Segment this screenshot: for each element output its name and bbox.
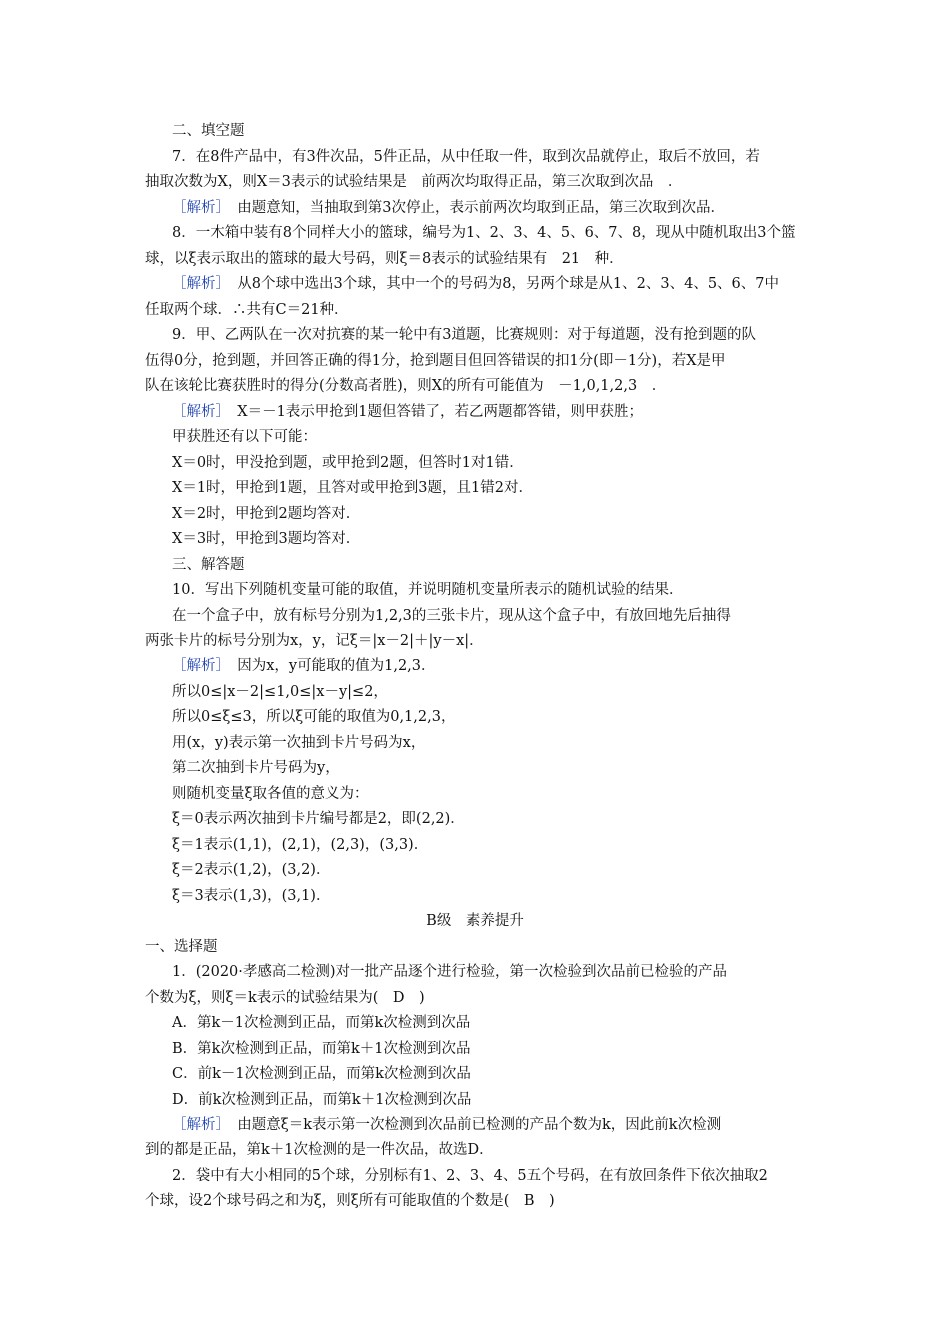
analysis-9-line-2: 甲获胜还有以下可能：: [172, 429, 317, 445]
analysis-10-line-8: ξ＝1表示(1,1)，(2,1)，(2,3)，(3,3)．: [172, 837, 429, 853]
option-b: B．第k次检测到正品，而第k＋1次检测到次品: [172, 1041, 471, 1057]
analysis-10-line-4: 用(x，y)表示第一次抽到卡片号码为x，: [172, 735, 426, 751]
analysis-10-line-5: 第二次抽到卡片号码为y，: [172, 760, 340, 776]
question-10-line-3: 两张卡片的标号分别为x，y，记ξ＝|x－2|＋|y－x|．: [145, 633, 484, 649]
analysis-8-line-2: 任取两个球．∴共有C＝21种．: [145, 302, 349, 318]
question-8-line-2: 球，以ξ表示取出的篮球的最大号码，则ξ＝8表示的试验结果有 21 种．: [145, 251, 624, 267]
question-b1-line-1: 1．(2020·孝感高二检测)对一批产品逐个进行检验，第一次检验到次品前已检验的产品: [172, 964, 728, 980]
question-7-line-1: 7．在8件产品中，有3件次品，5件正品，从中任取一件，取到次品就停止，取后不放回，若: [172, 149, 760, 165]
analysis-9-line-1: ［解析］ X＝－1表示甲抢到1题但答错了，若乙两题都答错，则甲获胜；: [172, 404, 644, 420]
question-10-line-1: 10．写出下列随机变量可能的取值，并说明随机变量所表示的随机试验的结果．: [172, 582, 684, 598]
analysis-9-case-0: X＝0时，甲没抢到题，或甲抢到2题，但答时1对1错．: [172, 455, 524, 471]
analysis-9-case-2: X＝2时，甲抢到2题均答对．: [172, 506, 361, 522]
section-heading-fill-blank: 二、填空题: [172, 123, 245, 139]
analysis-10-line-3: 所以0≤ξ≤3，所以ξ可能的取值为0,1,2,3，: [172, 709, 456, 725]
question-9-line-1: 9．甲、乙两队在一次对抗赛的某一轮中有3道题，比赛规则：对于每道题，没有抢到题的队: [172, 327, 756, 343]
analysis-10-line-7: ξ＝0表示两次抽到卡片编号都是2，即(2,2)．: [172, 811, 465, 827]
option-c: C．前k－1次检测到正品，而第k次检测到次品: [172, 1066, 471, 1082]
analysis-8-line-1: ［解析］ 从8个球中选出3个球，其中一个的号码为8，另两个球是从1、2、3、4、5、6、7中: [172, 276, 780, 292]
question-9-line-2: 伍得0分，抢到题，并回答正确的得1分，抢到题目但回答错误的扣1分(即－1分)，若X是甲: [145, 353, 726, 369]
analysis-10-line-6: 则随机变量ξ取各值的意义为：: [172, 786, 369, 802]
analysis-10-line-2: 所以0≤|x－2|≤1,0≤|x－y|≤2，: [172, 684, 388, 700]
analysis-b1-line-2: 到的都是正品，第k＋1次检测的是一件次品，故选D．: [145, 1142, 494, 1158]
question-b1-line-2: 个数为ξ，则ξ＝k表示的试验结果为( D ): [145, 990, 425, 1006]
analysis-10-line-1: ［解析］ 因为x，y可能取的值为1,2,3．: [172, 658, 436, 674]
question-b2-line-2: 个球，设2个球号码之和为ξ，则ξ所有可能取值的个数是( B ): [145, 1193, 555, 1209]
analysis-10-line-9: ξ＝2表示(1,2)，(3,2)．: [172, 862, 331, 878]
section-heading-choice: 一、选择题: [145, 939, 218, 955]
option-d: D．前k次检测到正品，而第k＋1次检测到次品: [172, 1092, 472, 1108]
question-b2-line-1: 2．袋中有大小相同的5个球，分别标有1、2、3、4、5五个号码，在有放回条件下依次抽取2: [172, 1168, 768, 1184]
option-a: A．第k－1次检测到正品，而第k次检测到次品: [172, 1015, 471, 1031]
question-8-line-1: 8．一木箱中装有8个同样大小的篮球，编号为1、2、3、4、5、6、7、8，现从中随机取出3个篮: [172, 225, 796, 241]
level-b-heading: B级 素养提升: [426, 913, 524, 929]
question-9-line-3: 队在该轮比赛获胜时的得分(分数高者胜)，则X的所有可能值为 －1,0,1,2,3 ．: [145, 378, 667, 394]
analysis-9-case-3: X＝3时，甲抢到3题均答对．: [172, 531, 361, 547]
analysis-b1-line-1: ［解析］ 由题意ξ＝k表示第一次检测到次品前已检测的产品个数为k，因此前k次检测: [172, 1117, 722, 1133]
section-heading-solve: 三、解答题: [172, 557, 245, 573]
analysis-tag: ［解析］: [172, 200, 223, 216]
question-7-line-2: 抽取次数为X，则X＝3表示的试验结果是 前两次均取得正品，第三次取到次品 ．: [145, 174, 683, 190]
analysis-9-case-1: X＝1时，甲抢到1题，且答对或甲抢到3题，且1错2对．: [172, 480, 533, 496]
analysis-10-line-10: ξ＝3表示(1,3)，(3,1)．: [172, 888, 331, 904]
analysis-7: ［解析］ 由题意知，当抽取到第3次停止，表示前两次均取到正品，第三次取到次品．: [172, 200, 725, 216]
question-10-line-2: 在一个盒子中，放有标号分别为1,2,3的三张卡片，现从这个盒子中，有放回地先后抽得: [172, 608, 731, 624]
analysis-tag: ［解析］: [172, 404, 223, 420]
analysis-tag: ［解析］: [172, 658, 223, 674]
analysis-tag: ［解析］: [172, 276, 223, 292]
analysis-tag: ［解析］: [172, 1117, 223, 1133]
